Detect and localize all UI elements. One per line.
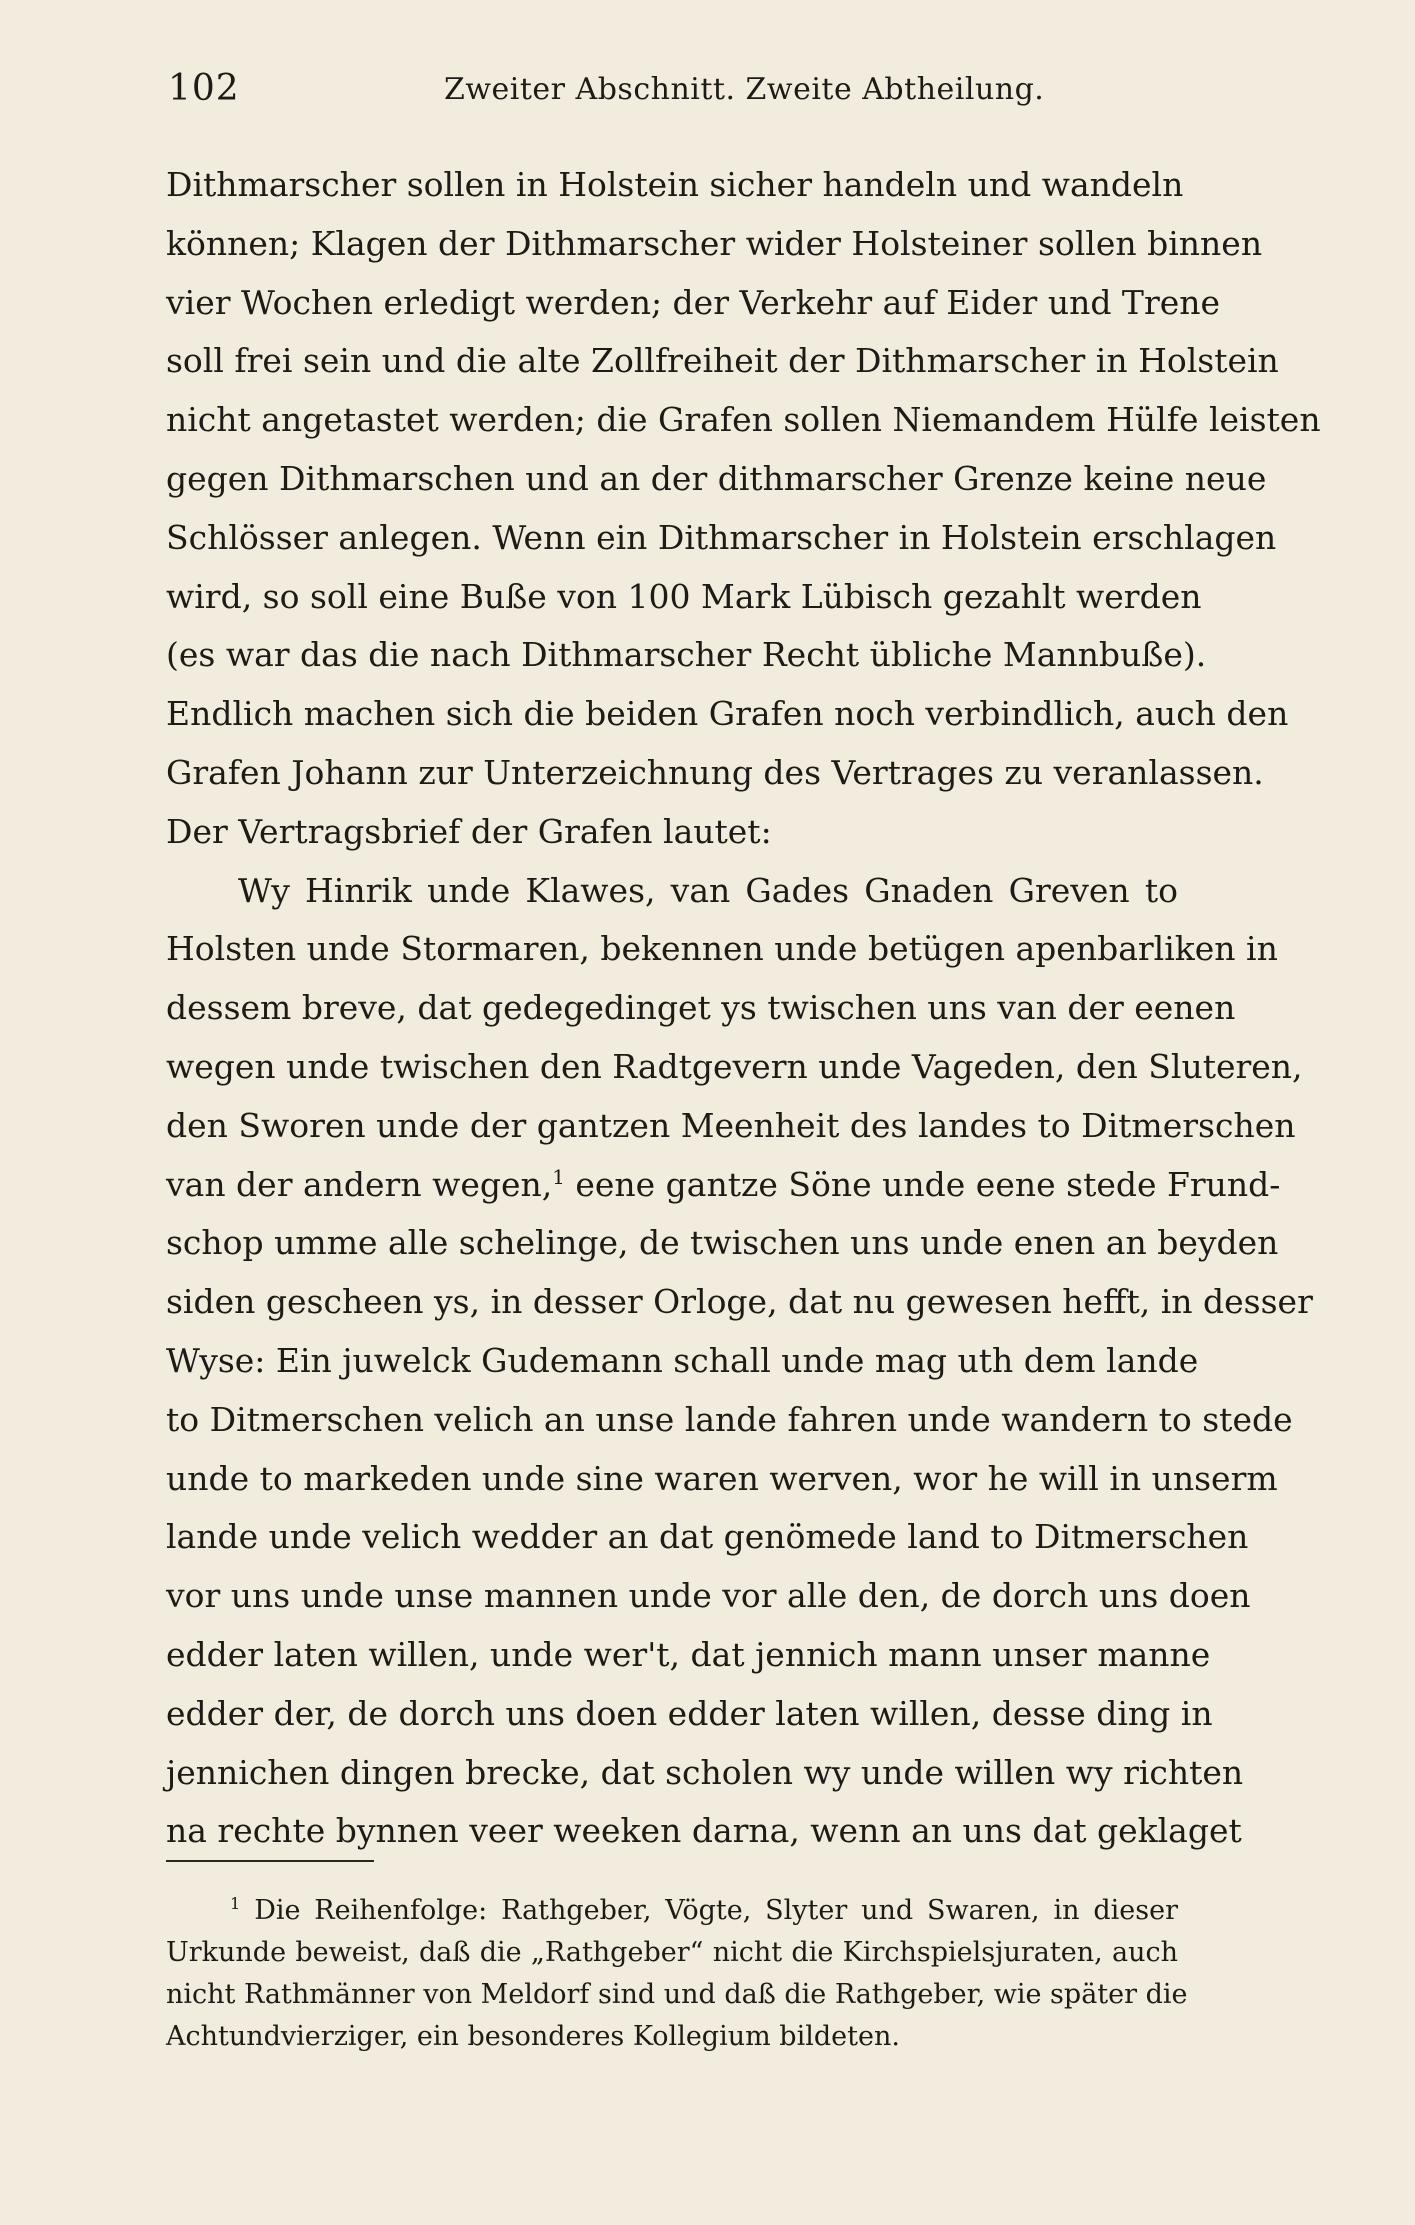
footnotes — [166, 1890, 1188, 2058]
footnote-number: 1 — [230, 1894, 241, 1913]
text-line: den Sworen unde der gantzen Meenheit des landes to Ditmerschen — [166, 1105, 1296, 1145]
page-header — [168, 68, 1176, 118]
text-line-with-footnote — [166, 1156, 1281, 1215]
text-line: siden gescheen ys, in desser Orloge, dat nu gewesen hefft, in desser — [166, 1282, 1313, 1322]
text-line: wegen unde twischen den Radtgevern unde Vageden, den Sluteren, — [166, 1046, 1303, 1086]
text-line: jennichen dingen brecke, dat scholen wy unde willen wy richten — [166, 1752, 1244, 1792]
text-line: Wy Hinrik unde Klawes, van Gades Gnaden Greven to — [238, 870, 1178, 910]
text-line: schop umme alle schelinge, de twischen uns unde enen an beyden — [166, 1223, 1279, 1263]
footnote-divider — [166, 1860, 374, 1862]
text-line: soll frei sein und die alte Zollfreiheit der Dithmarscher in Holstein — [166, 341, 1279, 381]
footnote-marker[interactable]: 1 — [552, 1165, 565, 1189]
text-line: dessem breve, dat gedegedinget ys twischen uns van der eenen — [166, 988, 1236, 1028]
text-line: (es war das die nach Dithmarscher Recht übliche Mannbuße). — [166, 635, 1207, 675]
text-line: vor uns unde unse mannen unde vor alle den, de dorch uns doen — [166, 1576, 1251, 1616]
text-line: Dithmarscher sollen in Holstein sicher handeln und wandeln — [166, 165, 1184, 204]
text-line: edder der, de dorch uns doen edder laten willen, desse ding in — [166, 1693, 1213, 1733]
footnote-line: nicht Rathmänner von Meldorf sind und daß die Rathgeber, wie später die — [166, 1979, 1188, 2010]
text-line: gegen Dithmarschen und an der dithmarscher Grenze keine neue — [166, 458, 1267, 498]
page-number: 102 — [168, 68, 240, 109]
text-line: edder laten willen, unde wer't, dat jennich mann unser manne — [166, 1634, 1211, 1674]
text-segment: eene gantze Söne unde eene stede Frund- — [564, 1164, 1281, 1204]
text-line: Schlösser anlegen. Wenn ein Dithmarscher in Holstein erschlagen — [166, 517, 1277, 557]
text-line: Grafen Johann zur Unterzeichnung des Vertrages zu veranlassen. — [166, 752, 1264, 792]
body-text — [166, 156, 1321, 1861]
running-head: Zweiter Abschnitt. Zweite Abtheilung. — [444, 72, 1045, 107]
text-line: unde to markeden unde sine waren werven, wor he will in unserm — [166, 1458, 1278, 1498]
text-line: wird, so soll eine Buße von 100 Mark Lübisch gezahlt werden — [166, 576, 1202, 616]
text-line: to Ditmerschen velich an unse lande fahren unde wandern to stede — [166, 1399, 1293, 1439]
text-line: nicht angetastet werden; die Grafen sollen Niemandem Hülfe leisten — [166, 400, 1321, 440]
text-line: lande unde velich wedder an dat genömede land to Ditmerschen — [166, 1517, 1249, 1557]
footnote-line — [166, 1890, 1178, 1932]
text-line: Endlich machen sich die beiden Grafen noch verbindlich, auch den — [166, 694, 1289, 734]
text-line: na rechte bynnen veer weeken darna, wenn an uns dat geklaget — [166, 1811, 1242, 1851]
text-line: Der Vertragsbrief der Grafen lautet: — [166, 811, 772, 851]
footnote-line: Achtundvierziger, ein besonderes Kollegium bildeten. — [166, 2021, 900, 2052]
text-segment: van der andern wegen, — [166, 1164, 553, 1204]
text-line: vier Wochen erledigt werden; der Verkehr auf Eider und Trene — [166, 282, 1221, 322]
text-line: Wyse: Ein juwelck Gudemann schall unde mag uth dem lande — [166, 1340, 1199, 1380]
footnote-line: Urkunde beweist, daß die „Rathgeber“ nicht die Kirchspielsjuraten, auch — [166, 1937, 1178, 1968]
text-line: Holsten unde Stormaren, bekennen unde betügen apenbarliken in — [166, 929, 1278, 969]
footnote-text: Die Reihenfolge: Rathgeber, Vögte, Slyter und Swaren, in dieser — [254, 1895, 1178, 1926]
text-line: können; Klagen der Dithmarscher wider Holsteiner sollen binnen — [166, 223, 1263, 263]
